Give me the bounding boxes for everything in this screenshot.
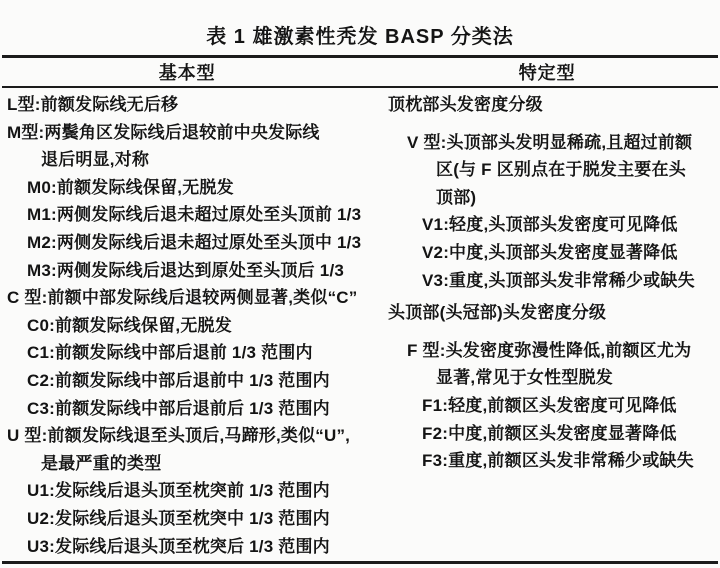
table-row: F2:中度,前额区头发密度显著降低 — [422, 423, 677, 443]
table-row: F3:重度,前额区头发非常稀少或缺失 — [422, 451, 694, 471]
table-row: M3:两侧发际线后退达到原处至头顶后 1/3 — [27, 260, 345, 280]
table-row: V2:中度,头顶部头发密度显著降低 — [422, 242, 678, 262]
table-row: 头顶部(头冠部)头发密度分级 — [388, 303, 607, 323]
table-row: V3:重度,头顶部头发非常稀少或缺失 — [422, 270, 695, 290]
table-row: M0:前额发际线保留,无脱发 — [27, 177, 234, 197]
column-header-basic: 基本型 — [158, 63, 216, 83]
table-row: U3:发际线后退头顶至枕突后 1/3 范围内 — [27, 536, 330, 556]
table-row: C2:前额发际线中部后退前中 1/3 范围内 — [27, 370, 330, 390]
table-row: 区(与 F 区别点在于脱发主要在头 — [436, 160, 686, 180]
table-row: F 型:头发密度弥漫性降低,前额区尤为 — [407, 340, 692, 360]
table-row: C3:前额发际线中部后退前后 1/3 范围内 — [27, 398, 330, 418]
table-row: U1:发际线后退头顶至枕突前 1/3 范围内 — [27, 481, 330, 501]
column-header-specific: 特定型 — [518, 63, 576, 83]
table-row: 顶部) — [436, 187, 477, 207]
table-title: 表 1 雄激素性秃发 BASP 分类法 — [206, 26, 514, 48]
header-rule — [2, 86, 718, 88]
table-row: 是最严重的类型 — [41, 453, 162, 473]
table-body — [0, 91, 720, 568]
table-row: U2:发际线后退头顶至枕突中 1/3 范围内 — [27, 508, 330, 528]
table-row: M型:两鬓角区发际线后退较前中央发际线 — [7, 122, 320, 142]
table-row: M1:两侧发际线后退未超过原处至头顶前 1/3 — [27, 205, 362, 225]
table-row: V1:轻度,头顶部头发密度可见降低 — [422, 215, 678, 235]
table-row: M2:两侧发际线后退未超过原处至头顶中 1/3 — [27, 232, 362, 252]
table-row: F1:轻度,前额区头发密度可见降低 — [422, 395, 677, 415]
table-row: 退后明显,对称 — [41, 150, 150, 170]
bottom-rule — [2, 561, 718, 564]
table-row: U 型:前额发际线退至头顶后,马蹄形,类似“U”, — [7, 426, 351, 446]
basic-type-column — [0, 91, 374, 568]
table-row: C 型:前额中部发际线后退较两侧显著,类似“C” — [7, 288, 358, 308]
table-row: V 型:头顶部头发明显稀疏,且超过前额 — [407, 132, 693, 152]
table-row: 顶枕部头发密度分级 — [388, 95, 543, 114]
table-row: C1:前额发际线中部后退前 1/3 范围内 — [27, 343, 313, 363]
table-row: C0:前额发际线保留,无脱发 — [27, 315, 232, 335]
table-row: L型:前额发际线无后移 — [7, 95, 179, 114]
specific-type-column — [374, 91, 720, 568]
table-header-row — [0, 58, 720, 86]
table-row: 显著,常见于女性型脱发 — [436, 368, 613, 388]
